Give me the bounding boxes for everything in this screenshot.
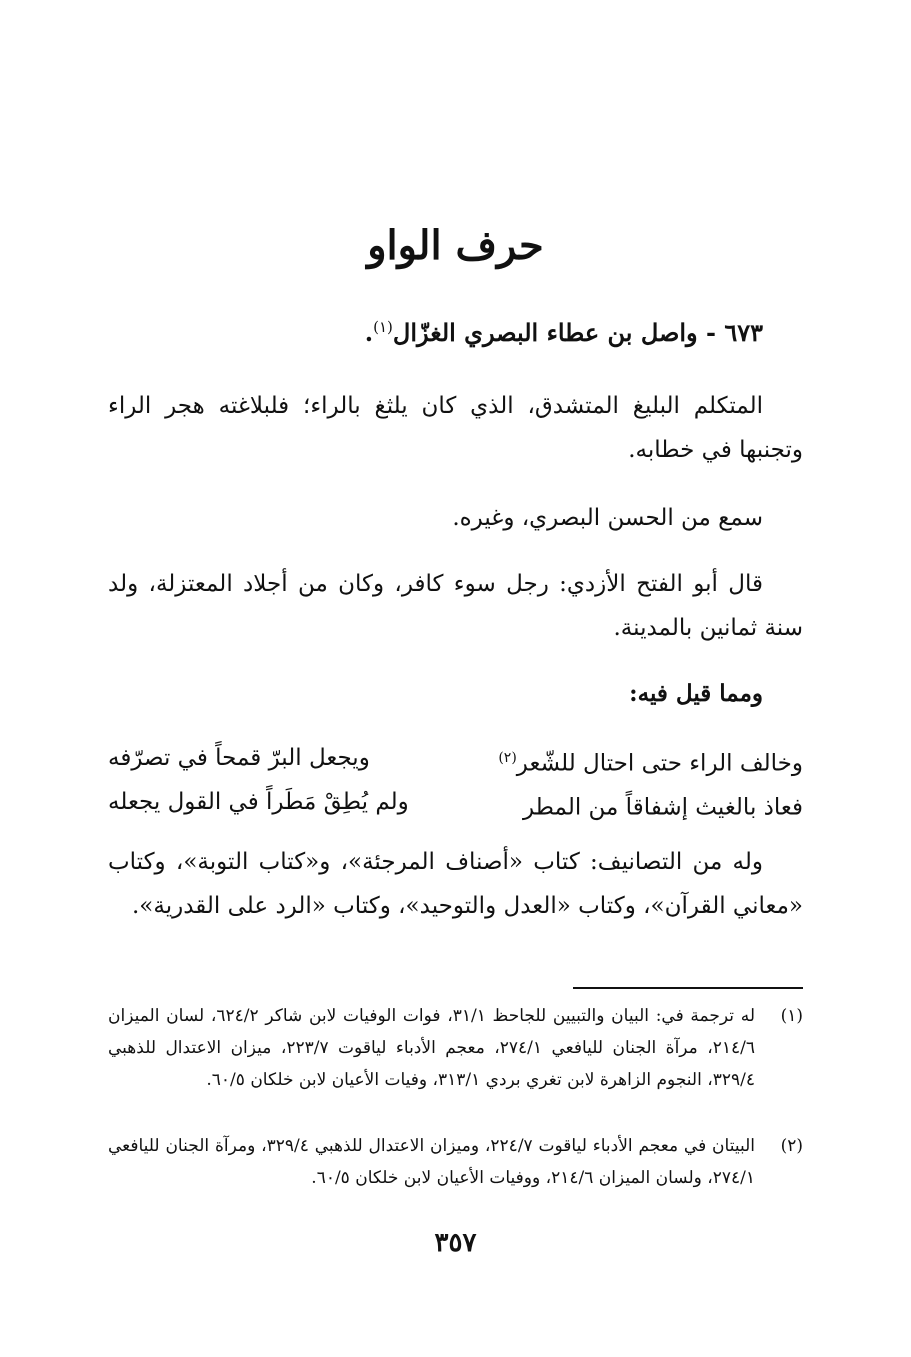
entry-heading-end: . <box>364 318 374 347</box>
paragraph-teachers: سمع من الحسن البصري، وغيره. <box>452 505 763 531</box>
paragraph-poem-intro: ومما قيل فيه: <box>629 680 763 707</box>
poem-verse <box>108 736 803 780</box>
paragraph-works: وله من التصانيف: كتاب «أصناف المرجئة»، و«كتاب التوبة»، وكتاب «معاني القرآن»، وكتاب «العدل والتوحيد»، وكتاب «الرد على القدرية». <box>108 849 803 919</box>
footnote <box>108 1130 803 1194</box>
paragraph-description: المتكلم البليغ المتشدق، الذي كان يلثغ بالراء؛ فلبلاغته هجر الراء وتجنبها في خطابه. <box>108 393 803 463</box>
entry-heading <box>120 318 763 347</box>
footnote-text: له ترجمة في: البيان والتبيين للجاحظ ٣١/١، فوات الوفيات لابن شاكر ٦٢٤/٢، لسان الميزان ٢١٤/٦، مرآة الجنان لليافعي ٢٧٤/١، معجم الأدباء لياقوت ٢٢٣/٧، ميزان الاعتدال للذهبي ٣٢٩/٤، النجوم الزاهرة لابن تغري بردي ٣١٣/١، وفيات الأعيان لابن خلكان ٦٠/٥. <box>108 1006 755 1090</box>
verse-first-hemistich: فعاذ بالغيث إشفاقاً من المطر <box>522 794 803 821</box>
verse-second-hemistich: ولم يُطِقْ مَطَراً في القول يجعله <box>108 789 409 815</box>
paragraph-azdi-quote: قال أبو الفتح الأزدي: رجل سوء كافر، وكان من أجلاد المعتزلة، ولد سنة ثمانين بالمدينة. <box>108 571 803 641</box>
poem-verse <box>108 780 803 824</box>
poem <box>108 736 803 824</box>
footnote-marker: (١) <box>780 1006 803 1026</box>
page-number: ٣٥٧ <box>434 1228 477 1258</box>
footnote-text: البيتان في معجم الأدباء لياقوت ٢٢٤/٧، وميزان الاعتدال للذهبي ٣٢٩/٤، ومرآة الجنان لليافعي ٢٧٤/١، ولسان الميزان ٢١٤/٦، ووفيات الأعيان لابن خلكان ٦٠/٥. <box>108 1136 755 1188</box>
footnote-divider <box>573 987 803 989</box>
footnote-ref-1: (١) <box>373 318 393 336</box>
chapter-title: حرف الواو <box>367 222 544 269</box>
verse-second-hemistich: ويجعل البرّ قمحاً في تصرّفه <box>108 745 370 771</box>
footnote <box>108 1000 803 1096</box>
footnote-marker: (٢) <box>780 1136 803 1156</box>
footnote-ref-2: (٢) <box>498 750 517 766</box>
verse-first-hemistich: وخالف الراء حتى احتال للشّعر$^{(٢)}$ <box>498 750 803 777</box>
entry-heading-text: ٦٧٣ - واصل بن عطاء البصري الغزّال <box>392 318 763 347</box>
